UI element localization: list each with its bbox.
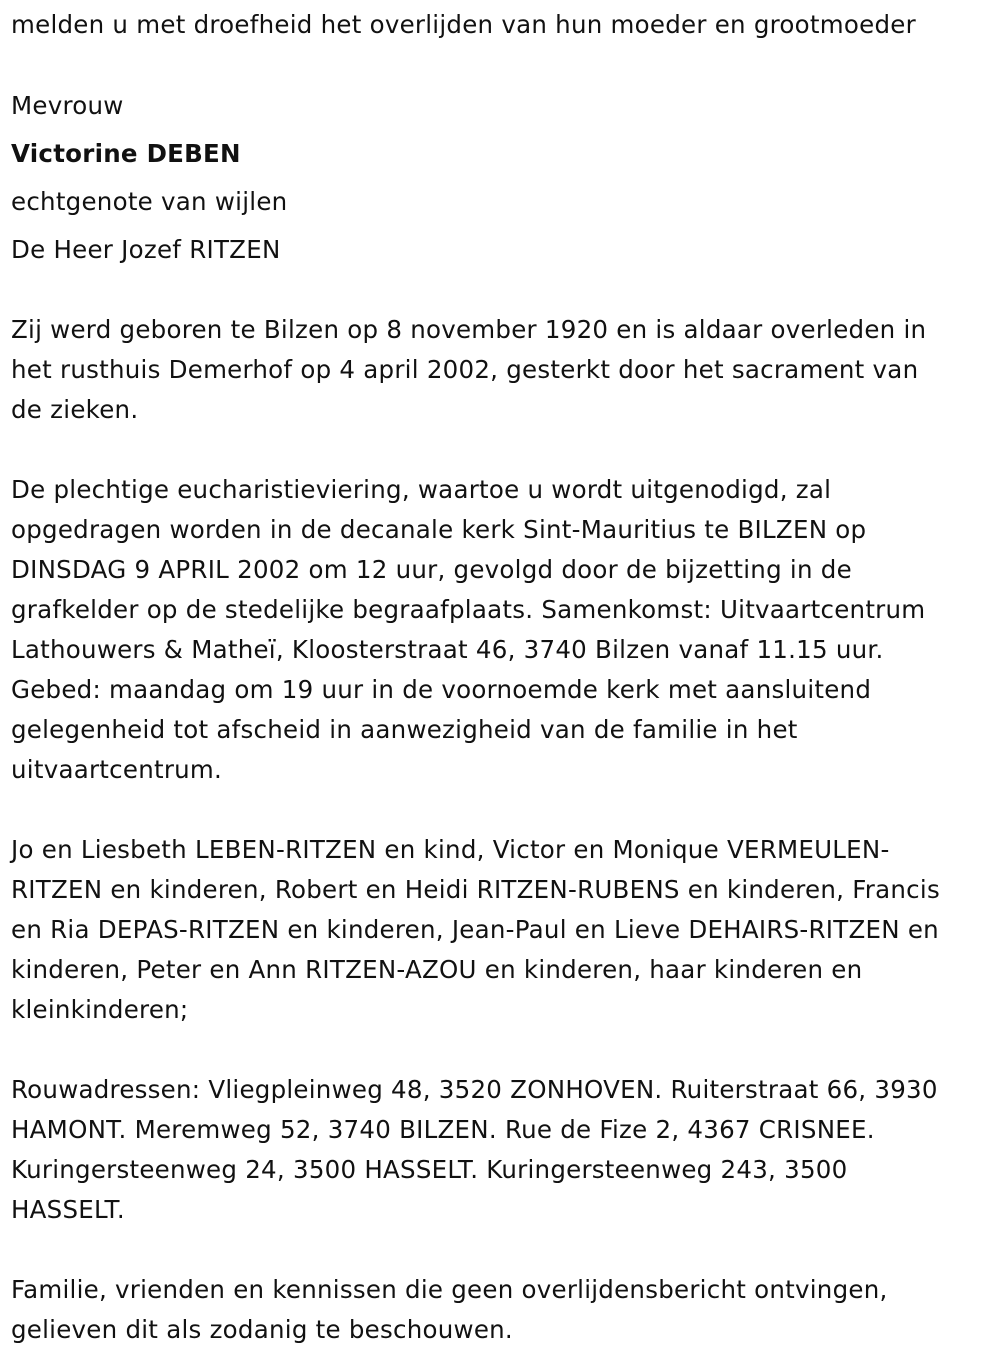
paragraph-line: uitvaartcentrum. — [11, 755, 223, 784]
paragraph-line: en Ria DEPAS-RITZEN en kinderen, Jean-Paul en Lieve DEHAIRS-RITZEN en — [11, 915, 939, 944]
paragraph-line: HAMONT. Meremweg 52, 3740 BILZEN. Rue de Fize 2, 4367 CRISNEE. — [11, 1115, 875, 1144]
paragraph-line: De plechtige eucharistieviering, waartoe u wordt uitgenodigd, zal — [11, 475, 832, 504]
intro-text: melden u met droefheid het overlijden van hun moeder en grootmoeder — [11, 10, 916, 39]
paragraph-line: Familie, vrienden en kennissen die geen overlijdensbericht ontvingen, — [11, 1275, 888, 1304]
paragraph-line: DINSDAG 9 APRIL 2002 om 12 uur, gevolgd door de bijzetting in de — [11, 555, 852, 584]
deceased-name: Victorine DEBEN — [11, 139, 241, 168]
paragraph-line: Lathouwers & Matheï, Kloosterstraat 46, 3740 Bilzen vanaf 11.15 uur. — [11, 635, 884, 664]
paragraph-line: grafkelder op de stedelijke begraafplaats. Samenkomst: Uitvaartcentrum — [11, 595, 926, 624]
paragraph-line: RITZEN en kinderen, Robert en Heidi RITZEN-RUBENS en kinderen, Francis — [11, 875, 940, 904]
paragraph-line: Kuringersteenweg 24, 3500 HASSELT. Kuringersteenweg 243, 3500 — [11, 1155, 848, 1184]
relation-text: echtgenote van wijlen — [11, 187, 288, 216]
paragraph-line: gelegenheid tot afscheid in aanwezigheid van de familie in het — [11, 715, 798, 744]
paragraph-line: kinderen, Peter en Ann RITZEN-AZOU en kinderen, haar kinderen en — [11, 955, 863, 984]
paragraph-line: Jo en Liesbeth LEBEN-RITZEN en kind, Victor en Monique VERMEULEN- — [11, 835, 890, 864]
paragraph-line: de zieken. — [11, 395, 139, 424]
paragraph-line: HASSELT. — [11, 1195, 125, 1224]
paragraph-line: kleinkinderen; — [11, 995, 189, 1024]
paragraph-line: Zij werd geboren te Bilzen op 8 november 1920 en is aldaar overleden in — [11, 315, 927, 344]
paragraph-line: Gebed: maandag om 19 uur in de voornoemde kerk met aansluitend — [11, 675, 872, 704]
paragraph-line: opgedragen worden in de decanale kerk Sint-Mauritius te BILZEN op — [11, 515, 867, 544]
paragraph-line: Rouwadressen: Vliegpleinweg 48, 3520 ZONHOVEN. Ruiterstraat 66, 3930 — [11, 1075, 938, 1104]
paragraph-line: het rusthuis Demerhof op 4 april 2002, gesterkt door het sacrament van — [11, 355, 919, 384]
paragraph-line: gelieven dit als zodanig te beschouwen. — [11, 1315, 513, 1344]
spouse-name: De Heer Jozef RITZEN — [11, 235, 281, 264]
salutation: Mevrouw — [11, 91, 124, 120]
